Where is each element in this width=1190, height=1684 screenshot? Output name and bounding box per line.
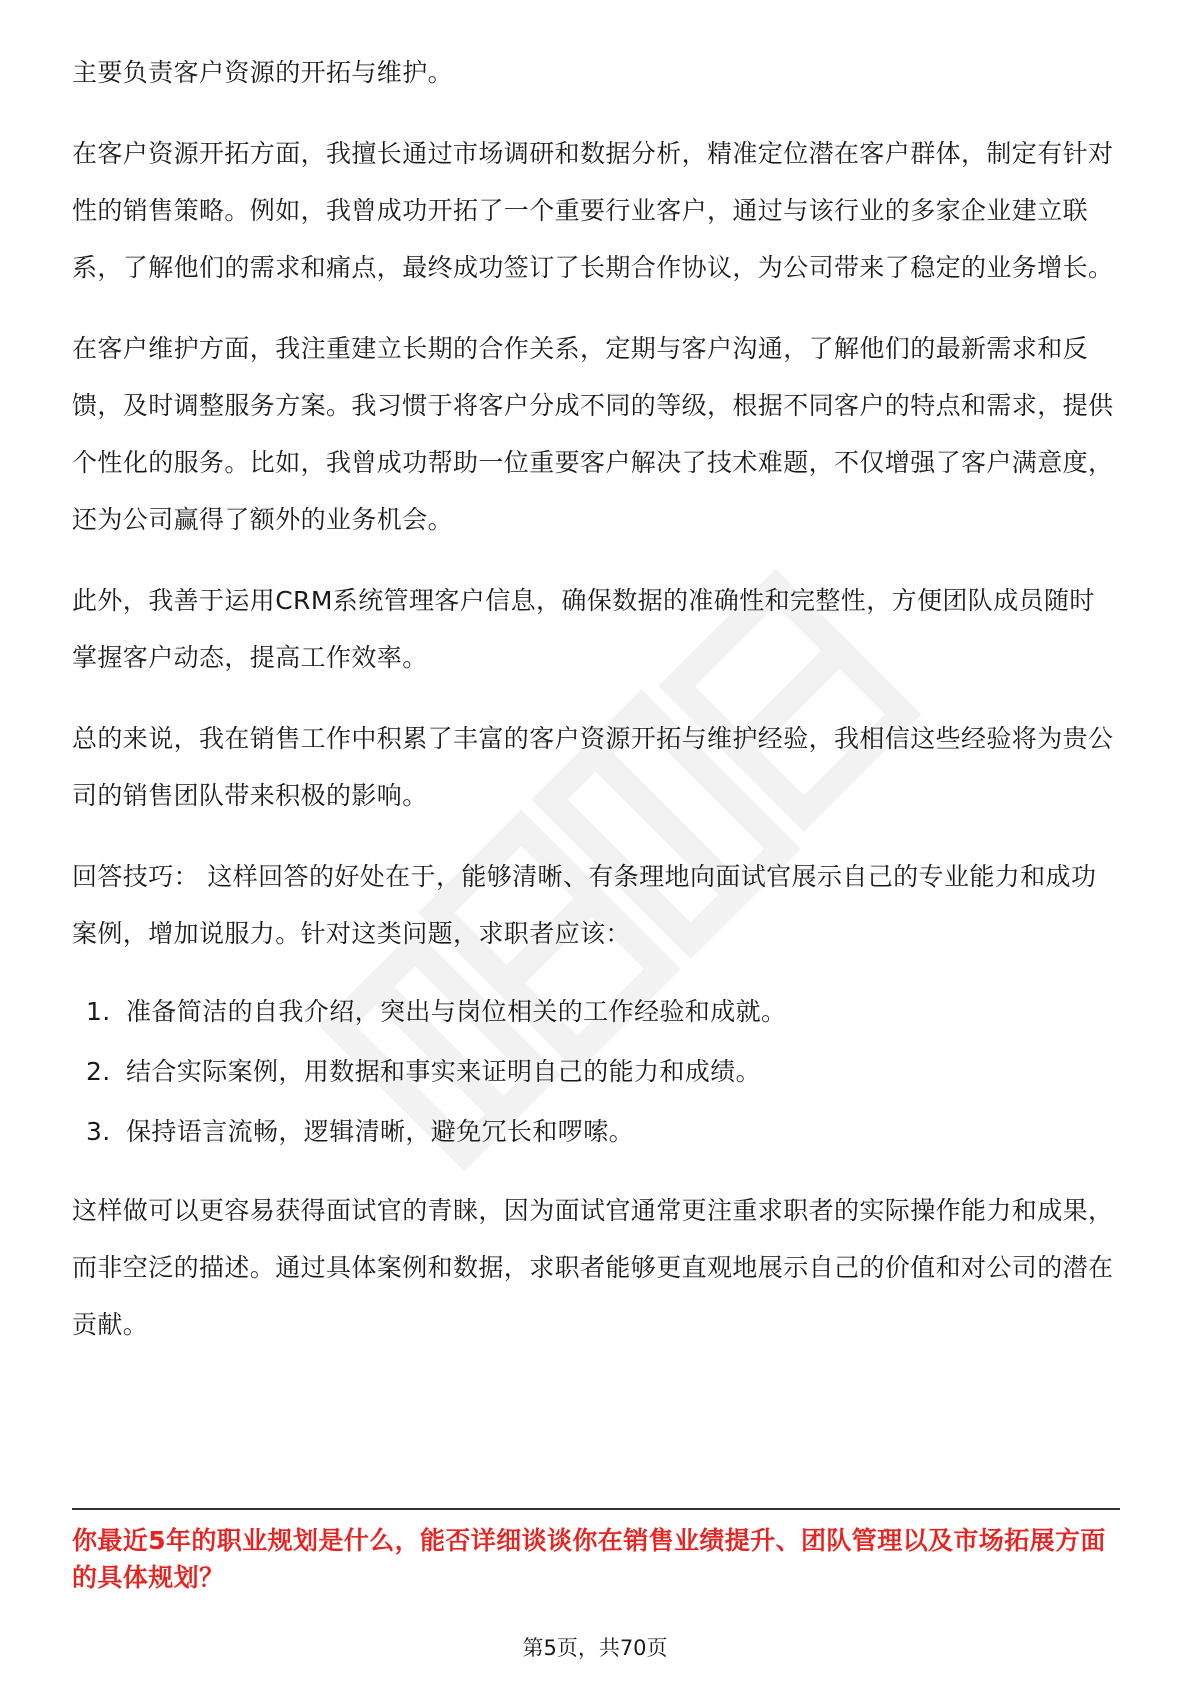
paragraph-client-maintenance: 在客户维护方面，我注重建立长期的合作关系，定期与客户沟通，了解他们的最新需求和反馈，及时调整服务方案。我习惯于将客户分成不同的等级，根据不同客户的特点和需求，提供个性化的服务。比如，我曾成功帮助一位重要客户解决了技术难题，不仅增强了客户满意度，还为公司赢得了额外的业务机会。 <box>72 334 1114 534</box>
list-item-text: 准备简洁的自我介绍，突出与岗位相关的工作经验和成就。 <box>126 997 787 1026</box>
list-item-text: 结合实际案例，用数据和事实来证明自己的能力和成绩。 <box>126 1057 762 1086</box>
main-content <box>72 44 1120 1377</box>
paragraph-intro: 主要负责客户资源的开拓与维护。 <box>72 58 454 87</box>
list-item-number: 1. <box>86 997 111 1026</box>
paragraph-answer-tips: 回答技巧： 这样回答的好处在于，能够清晰、有条理地向面试官展示自己的专业能力和成功案例，增加说服力。针对这类问题，求职者应该： <box>72 862 1097 948</box>
list-item-number: 3. <box>86 1117 111 1146</box>
page-number-footer: 第5页，共70页 <box>522 1636 668 1660</box>
paragraph-summary: 总的来说，我在销售工作中积累了丰富的客户资源开拓与维护经验，我相信这些经验将为贵公司的销售团队带来积极的影响。 <box>72 724 1114 810</box>
section-divider <box>72 1508 1120 1510</box>
list-item <box>72 1102 1120 1162</box>
list-item <box>72 982 1120 1042</box>
tips-list <box>72 982 1120 1162</box>
list-item-text: 保持语言流畅，逻辑清晰，避免冗长和啰嗦。 <box>126 1117 635 1146</box>
paragraph-crm: 此外，我善于运用CRM系统管理客户信息，确保数据的准确性和完整性，方便团队成员随时掌握客户动态，提高工作效率。 <box>72 586 1095 672</box>
paragraph-closing: 这样做可以更容易获得面试官的青睐，因为面试官通常更注重求职者的实际操作能力和成果，而非空泛的描述。通过具体案例和数据，求职者能够更直观地展示自己的价值和对公司的潜在贡献。 <box>72 1196 1114 1339</box>
next-question-heading: 你最近5年的职业规划是什么，能否详细谈谈你在销售业绩提升、团队管理以及市场拓展方面的具体规划？ <box>72 1526 1106 1592</box>
list-item <box>72 1042 1120 1102</box>
paragraph-client-development: 在客户资源开拓方面，我擅长通过市场调研和数据分析，精准定位潜在客户群体，制定有针对性的销售策略。例如，我曾成功开拓了一个重要行业客户，通过与该行业的多家企业建立联系，了解他们的需求和痛点，最终成功签订了长期合作协议，为公司带来了稳定的业务增长。 <box>72 139 1114 282</box>
list-item-number: 2. <box>86 1057 111 1086</box>
